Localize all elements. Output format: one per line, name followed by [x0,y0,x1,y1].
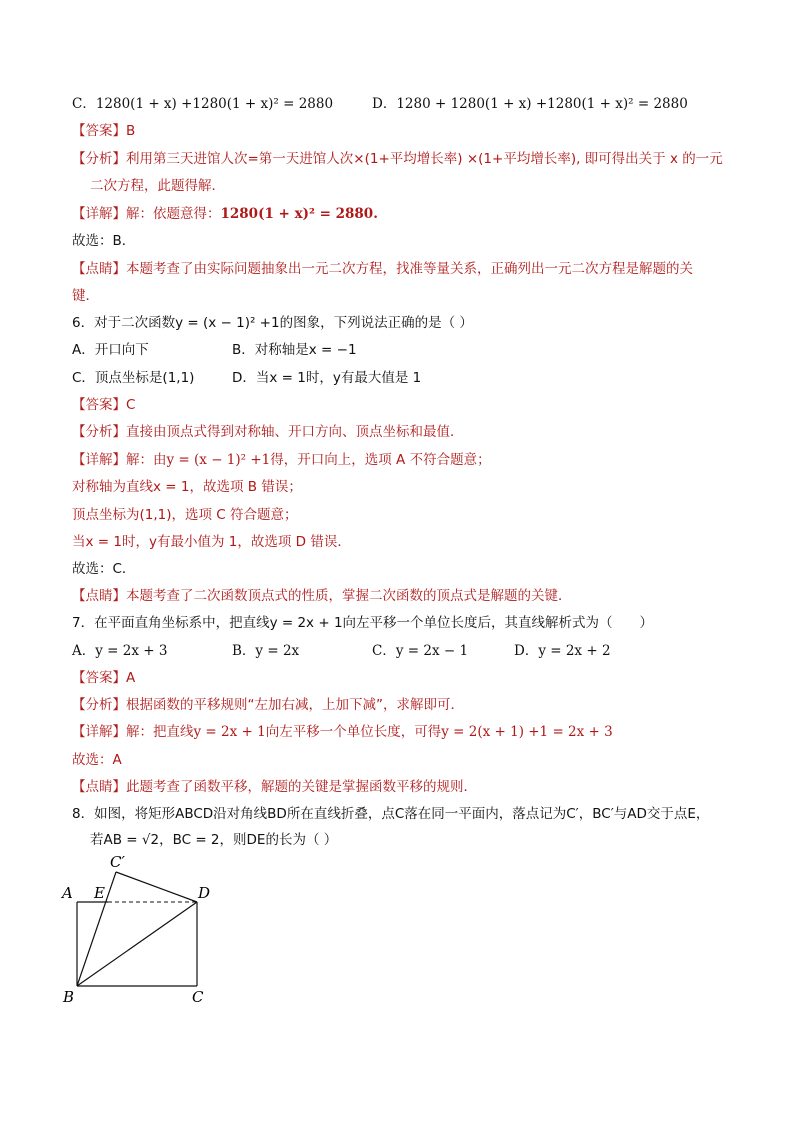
label-e: E [94,884,105,902]
detail-text-cont: 向左平移一个单位长度，可得 [265,724,442,740]
q5-analysis [72,149,723,169]
comment-tag: 【点睛】 [72,779,126,795]
detail-math: 1280(1 + x)² = 2880. [220,206,378,222]
q7-answer [72,668,135,688]
q6-detail [72,450,491,470]
q5-option-c: C．1280(1 + x) +1280(1 + x)² = 2880 [72,96,334,112]
comment-tag: 【点睛】 [72,588,126,604]
q6-option-a: A．开口向下 [72,342,149,358]
q6-answer [72,395,135,415]
q5-comment-cont: 键． [72,288,99,304]
q7-analysis [72,695,464,715]
q6-stem: 6．对于二次函数y = (x − 1)² +1的图象，下列说法正确的是（ ） [72,315,473,331]
q6-option-c: C．顶点坐标是(1,1) [72,370,195,386]
detail-tag: 【详解】 [72,452,126,468]
answer-tag: 【答案】 [72,397,126,413]
detail-text-cont: 得，开口向上，选项 A 不符合题意； [270,452,491,468]
label-d: D [198,884,211,902]
rectangle-fold-figure [60,852,220,1012]
answer-value: C [126,397,136,413]
comment-text: 此题考查了函数平移，解题的关键是掌握函数平移的规则． [126,779,477,795]
q8-stem: 8．如图，将矩形ABCD沿对角线BD所在直线折叠，点C落在同一平面内，落点记为C′，BC′与AD交于点E， [72,806,710,822]
q5-analysis-cont: 二次方程，此题得解． [90,178,225,194]
q7-conclusion: 故选：A [72,752,122,768]
detail-text: 解：由 [126,452,167,468]
answer-tag: 【答案】 [72,670,126,686]
detail-math-1: y = 2x + 1 [193,724,266,740]
analysis-text: 利用第三天进馆人次=第一天进馆人次×(1+平均增长率) ×(1+平均增长率), 即可得出关于 x 的一元 [126,151,723,167]
label-c-prime: C′ [110,853,125,871]
q6-analysis [72,422,464,442]
q5-comment [72,259,693,279]
q5-answer [72,121,135,141]
comment-tag: 【点睛】 [72,261,126,277]
label-b: B [63,988,75,1006]
answer-tag: 【答案】 [72,123,126,139]
q7-option-d: D．y = 2x + 2 [514,643,611,659]
analysis-tag: 【分析】 [72,424,126,440]
answer-value: A [126,670,136,686]
q5-option-d: D．1280 + 1280(1 + x) +1280(1 + x)² = 2880 [372,96,688,112]
q8-stem-cont: 若AB = √2，BC = 2，则DE的长为（ ） [90,832,338,848]
analysis-tag: 【分析】 [72,151,126,167]
q6-detail-line-4: 当x = 1时，y有最小值为 1，故选项 D 错误． [72,534,351,550]
detail-tag: 【详解】 [72,724,126,740]
detail-tag: 【详解】 [72,206,126,222]
q6-conclusion: 故选：C． [72,561,136,577]
analysis-text: 根据函数的平移规则“左加右减，上加下减”，求解即可． [126,697,464,713]
q7-option-a: A．y = 2x + 3 [72,643,168,659]
q7-stem: 7．在平面直角坐标系中，把直线y = 2x + 1向左平移一个单位长度后，其直线解析式为（ ） [72,615,654,631]
label-a: A [62,884,73,902]
detail-text: 解：把直线 [126,724,194,740]
comment-text: 本题考查了由实际问题抽象出一元二次方程，找准等量关系，正确列出一元二次方程是解题的关 [126,261,693,277]
comment-text: 本题考查了二次函数顶点式的性质，掌握二次函数的顶点式是解题的关键． [126,588,572,604]
q6-detail-line-3: 顶点坐标为(1,1)，选项 C 符合题意； [72,507,298,523]
q7-comment [72,777,477,797]
detail-math-2: y = 2(x + 1) +1 = 2x + 3 [441,724,613,740]
q7-option-c: C．y = 2x − 1 [372,643,469,659]
q7-detail [72,722,613,742]
q6-detail-line-2: 对称轴为直线x = 1，故选项 B 错误； [72,479,302,495]
q5-conclusion: 故选：B． [72,233,136,249]
fold-c-prime-d [116,872,197,902]
detail-text: 解：依题意得： [126,206,221,222]
label-c: C [192,988,204,1006]
q6-option-b: B．对称轴是x = −1 [232,342,357,358]
analysis-tag: 【分析】 [72,697,126,713]
q7-option-b: B．y = 2x [232,643,300,659]
diagonal-bd [77,902,197,986]
q6-option-d: D．当x = 1时，y有最大值是 1 [232,370,422,386]
answer-value: B [126,123,136,139]
detail-math: y = (x − 1)² +1 [166,452,271,468]
analysis-text: 直接由顶点式得到对称轴、开口方向、顶点坐标和最值． [126,424,464,440]
q5-detail [72,204,378,224]
q6-comment [72,586,572,606]
